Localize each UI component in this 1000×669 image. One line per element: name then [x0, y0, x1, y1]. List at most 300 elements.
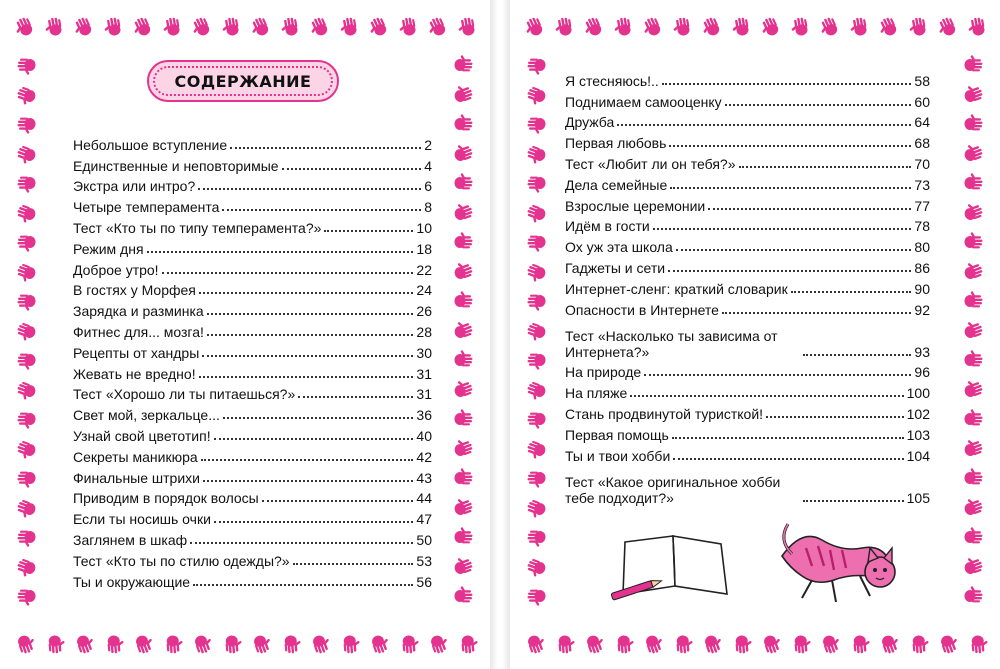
toc-entry-page-number: 68	[914, 135, 930, 152]
hand-print-icon	[962, 290, 984, 312]
hand-print-icon	[965, 14, 990, 39]
book-gutter	[490, 0, 510, 669]
hand-print-icon	[338, 632, 362, 656]
toc-entry-page-number: 96	[914, 364, 930, 381]
hand-print-icon	[698, 630, 726, 658]
toc-entry	[73, 361, 432, 382]
hand-print-icon	[907, 632, 931, 656]
hand-print-icon	[875, 630, 903, 658]
toc-entry	[565, 151, 930, 172]
toc-entry-page-number: 58	[914, 72, 930, 89]
hand-print-icon	[365, 630, 393, 658]
dot-leader	[282, 168, 422, 170]
hand-print-icon	[247, 630, 275, 658]
toc-entry-title: Секреты маникюра	[73, 448, 198, 465]
hand-print-icon	[959, 198, 987, 226]
hand-print-icon	[70, 630, 98, 658]
dot-leader	[202, 355, 413, 357]
hand-print-icon	[523, 552, 551, 580]
toc-entry-title: В гостях у Морфея	[73, 282, 196, 299]
left-page	[0, 0, 490, 669]
hand-print-icon	[452, 585, 474, 607]
toc-entry-title: Поднимаем самооценку	[565, 93, 722, 110]
toc-entry	[73, 236, 432, 257]
toc-entry-title: Тест «Кто ты по типу темперамента?»	[73, 219, 322, 236]
toc-entry-title: Приводим в порядок волосы	[73, 490, 259, 507]
hand-print-icon	[10, 12, 39, 41]
toc-entry	[73, 278, 432, 299]
dot-leader	[207, 334, 414, 336]
toc-entry-page-number: 78	[914, 218, 930, 235]
hand-print-icon	[959, 552, 987, 580]
toc-entry-title: Первая любовь	[565, 135, 667, 152]
hand-print-icon	[526, 408, 548, 430]
toc-entry-title: Тест «Какое оригинальное хобби тебе подходит?»	[565, 473, 781, 506]
hand-print-icon	[16, 467, 38, 489]
toc-entry-title: Узнай свой цветотип!	[73, 427, 211, 444]
hand-print-icon	[962, 113, 984, 135]
contents-heading-banner	[147, 60, 339, 102]
dot-leader	[791, 291, 912, 293]
hand-print-icon	[449, 375, 477, 403]
hand-print-icon	[962, 54, 984, 76]
toc-entry-title: На пляже	[565, 385, 628, 402]
toc-entry-page-number: 22	[416, 261, 432, 278]
toc-entry-title: Заглянем в шкаф	[73, 531, 188, 548]
hand-print-icon	[789, 632, 813, 656]
toc-entry	[565, 318, 930, 360]
hand-print-icon	[959, 375, 987, 403]
hand-print-icon	[523, 198, 551, 226]
toc-entry-page-number: 53	[416, 552, 432, 569]
hand-print-icon	[16, 526, 38, 548]
toc-entry-page-number: 73	[914, 176, 930, 193]
toc-entry-page-number: 80	[914, 239, 930, 256]
hand-print-icon	[449, 493, 477, 521]
toc-entry	[73, 257, 432, 278]
dot-leader	[147, 251, 414, 253]
hand-print-icon	[959, 257, 987, 285]
hand-print-icon	[220, 632, 244, 656]
hand-border-right	[950, 50, 1000, 619]
hand-print-icon	[962, 526, 984, 548]
toc-entry-page-number: 10	[416, 219, 432, 236]
hand-border-top	[0, 0, 490, 50]
toc-entry-page-number: 26	[416, 303, 432, 320]
hand-print-icon	[219, 14, 244, 39]
hand-print-icon	[959, 434, 987, 462]
dot-leader	[670, 187, 911, 189]
dot-leader	[162, 272, 414, 274]
hand-print-icon	[526, 231, 548, 253]
toc-entry-title: Ты и твои хобби	[565, 447, 671, 464]
dot-leader	[324, 230, 413, 232]
toc-entry-page-number: 6	[424, 178, 432, 195]
hand-print-icon	[962, 408, 984, 430]
toc-entry	[73, 298, 432, 319]
hand-print-icon	[526, 467, 548, 489]
hand-print-icon	[13, 316, 41, 344]
hand-print-icon	[959, 139, 987, 167]
toc-entry-title: Ты и окружающие	[73, 573, 191, 590]
dot-leader	[201, 459, 414, 461]
toc-entry	[565, 89, 930, 110]
toc-entry-title: Четыре темперамента	[73, 199, 220, 216]
contents-heading: СОДЕРЖАНИЕ	[174, 71, 312, 91]
toc-entry-title: Режим дня	[73, 240, 144, 257]
toc-entry	[565, 130, 930, 151]
dot-leader	[676, 249, 912, 251]
toc-entry	[73, 527, 432, 548]
toc-entry-page-number: 24	[416, 282, 432, 299]
toc-entry-page-number: 56	[416, 573, 432, 590]
toc-entry	[73, 548, 432, 569]
toc-entry	[73, 486, 432, 507]
dot-leader	[199, 376, 414, 378]
toc-entry-page-number: 42	[416, 448, 432, 465]
dot-leader	[193, 584, 413, 586]
toc-entry-page-number: 2	[424, 136, 432, 153]
hand-print-icon	[580, 630, 608, 658]
toc-entry	[565, 255, 930, 276]
dot-leader	[214, 438, 414, 440]
toc-entry-page-number: 18	[416, 240, 432, 257]
hand-print-icon	[452, 54, 474, 76]
toc-entry	[565, 443, 930, 464]
toc-entry-title: Дела семейные	[565, 176, 668, 193]
dot-leader	[722, 312, 911, 314]
toc-entry-title: Интернет-сленг: краткий словарик	[565, 280, 788, 297]
notebook-illustration	[605, 528, 755, 608]
toc-entry-title: Идём в гости	[565, 218, 650, 235]
hand-print-icon	[16, 113, 38, 135]
toc-entry-page-number: 30	[416, 344, 432, 361]
hand-print-icon	[129, 630, 157, 658]
toc-entry-page-number: 105	[906, 489, 930, 506]
hand-print-icon	[639, 630, 667, 658]
dot-leader	[673, 458, 903, 460]
hand-print-icon	[16, 172, 38, 194]
toc-entry-title: Взрослые церемонии	[565, 197, 706, 214]
dot-leader	[199, 292, 414, 294]
toc-entry-title: Экстра или интро?	[73, 178, 196, 195]
hand-print-icon	[526, 585, 548, 607]
toc-entry	[73, 402, 432, 423]
hand-print-icon	[906, 14, 931, 39]
hand-print-icon	[962, 172, 984, 194]
toc-entry-page-number: 90	[914, 280, 930, 297]
hand-print-icon	[449, 552, 477, 580]
hand-print-icon	[337, 14, 362, 39]
toc-entry-page-number: 92	[914, 301, 930, 318]
toc-entry	[565, 172, 930, 193]
toc-entry	[565, 276, 930, 297]
dot-leader	[662, 83, 912, 85]
dot-leader	[766, 416, 904, 418]
hand-print-icon	[452, 467, 474, 489]
hand-print-icon	[552, 14, 577, 39]
hand-print-icon	[729, 14, 754, 39]
hand-print-icon	[520, 12, 549, 41]
hand-print-icon	[523, 80, 551, 108]
dot-leader	[223, 417, 414, 419]
hand-print-icon	[278, 14, 303, 39]
toc-entry-page-number: 31	[416, 365, 432, 382]
hand-print-icon	[13, 434, 41, 462]
dot-leader	[203, 480, 413, 482]
dot-leader	[803, 354, 911, 356]
dot-leader	[668, 270, 911, 272]
toc-entry-title: Тест «Насколько ты зависима от Интернета?»	[565, 327, 778, 360]
hand-print-icon	[815, 12, 844, 41]
dot-leader	[190, 542, 413, 544]
toc-entry-title: Опасности в Интернете	[565, 301, 719, 318]
toc-entry-page-number: 40	[416, 427, 432, 444]
toc-entry-title: Первая помощь	[565, 426, 669, 443]
hand-print-icon	[670, 14, 695, 39]
hand-print-icon	[847, 14, 872, 39]
dot-leader	[198, 188, 421, 190]
toc-entry-page-number: 100	[906, 385, 930, 402]
hand-print-icon	[959, 493, 987, 521]
hand-print-icon	[962, 349, 984, 371]
hand-print-icon	[523, 434, 551, 462]
hand-print-icon	[449, 257, 477, 285]
hand-print-icon	[449, 434, 477, 462]
hand-print-icon	[449, 139, 477, 167]
toc-entry-title: Единственные и неповторимые	[73, 157, 279, 174]
dot-leader	[644, 374, 911, 376]
hand-print-icon	[523, 493, 551, 521]
dot-leader	[669, 145, 911, 147]
hand-print-icon	[160, 14, 185, 39]
hand-print-icon	[449, 198, 477, 226]
hand-print-icon	[424, 630, 452, 658]
dot-leader	[262, 500, 414, 502]
hand-print-icon	[69, 12, 98, 41]
toc-entry	[73, 319, 432, 340]
toc-entry-title: Стань продвинутой туристкой!	[565, 405, 764, 422]
hand-print-icon	[816, 630, 844, 658]
hand-print-icon	[188, 630, 216, 658]
toc-entry	[565, 464, 930, 506]
hand-print-icon	[452, 408, 474, 430]
toc-entry	[565, 380, 930, 401]
hand-print-icon	[161, 632, 185, 656]
toc-entry	[73, 465, 432, 486]
toc-entry	[73, 194, 432, 215]
toc-entry	[73, 153, 432, 174]
toc-entry	[73, 340, 432, 361]
dot-leader	[617, 124, 911, 126]
toc-entry-title: Жевать не вредно!	[73, 365, 196, 382]
hand-print-icon	[638, 12, 667, 41]
toc-entry	[565, 68, 930, 89]
hand-print-icon	[523, 139, 551, 167]
toc-entry-page-number: 8	[424, 199, 432, 216]
toc-entry-page-number: 64	[914, 114, 930, 131]
hand-print-icon	[452, 290, 474, 312]
toc-entry-page-number: 47	[416, 511, 432, 528]
hand-print-icon	[523, 316, 551, 344]
toc-entry	[73, 506, 432, 527]
toc-entry-page-number: 60	[914, 93, 930, 110]
dot-leader	[672, 437, 904, 439]
hand-print-icon	[962, 231, 984, 253]
toc-entry-page-number: 93	[914, 343, 930, 360]
hand-print-icon	[521, 630, 549, 658]
hand-print-icon	[452, 113, 474, 135]
toc-entry-page-number: 86	[914, 259, 930, 276]
dot-leader	[739, 166, 912, 168]
hand-border-top	[510, 0, 1000, 50]
hand-border-left	[0, 50, 50, 619]
hand-print-icon	[13, 552, 41, 580]
hand-print-icon	[874, 12, 903, 41]
dot-leader	[725, 104, 912, 106]
hand-print-icon	[396, 14, 421, 39]
hand-print-icon	[13, 139, 41, 167]
hand-print-icon	[16, 231, 38, 253]
toc-entry	[565, 234, 930, 255]
hand-print-icon	[11, 630, 39, 658]
hand-print-icon	[962, 585, 984, 607]
hand-print-icon	[449, 80, 477, 108]
toc-entry-page-number: 104	[906, 447, 930, 464]
hand-print-icon	[612, 632, 636, 656]
hand-print-icon	[397, 632, 421, 656]
hand-print-icon	[934, 630, 962, 658]
dot-leader	[298, 396, 413, 398]
hand-border-left	[510, 50, 560, 619]
toc-entry-title: Дружба	[565, 114, 615, 131]
hand-print-icon	[43, 632, 67, 656]
toc-entry	[565, 214, 930, 235]
right-page	[510, 0, 1000, 669]
toc-entry-title: Если ты носишь очки	[73, 511, 211, 528]
dot-leader	[708, 208, 911, 210]
toc-entry-page-number: 4	[424, 157, 432, 174]
dot-leader	[803, 500, 904, 502]
toc-entry-title: На природе	[565, 364, 642, 381]
hand-print-icon	[16, 408, 38, 430]
hand-print-icon	[756, 12, 785, 41]
toc-entry	[565, 297, 930, 318]
hand-print-icon	[16, 349, 38, 371]
hand-print-icon	[526, 526, 548, 548]
hand-print-icon	[16, 585, 38, 607]
hand-print-icon	[455, 14, 480, 39]
toc-entry-page-number: 77	[914, 197, 930, 214]
toc-entry	[565, 110, 930, 131]
hand-print-icon	[456, 632, 480, 656]
hand-print-icon	[788, 14, 813, 39]
hand-print-icon	[246, 12, 275, 41]
hand-print-icon	[279, 632, 303, 656]
toc-entry	[73, 174, 432, 195]
dot-leader	[230, 147, 421, 149]
toc-entry	[565, 360, 930, 381]
dot-leader	[293, 563, 414, 565]
toc-entry-title: Свет мой, зеркальце...	[73, 407, 220, 424]
hand-print-icon	[526, 113, 548, 135]
hand-print-icon	[697, 12, 726, 41]
hand-print-icon	[959, 80, 987, 108]
hand-print-icon	[13, 198, 41, 226]
hand-border-bottom	[0, 619, 490, 669]
toc-entry-page-number: 36	[416, 407, 432, 424]
dot-leader	[653, 228, 912, 230]
toc-entry-page-number: 70	[914, 155, 930, 172]
hand-print-icon	[611, 14, 636, 39]
hand-print-icon	[16, 54, 38, 76]
hand-print-icon	[526, 349, 548, 371]
hand-print-icon	[13, 375, 41, 403]
toc-entry	[73, 423, 432, 444]
toc-entry	[73, 569, 432, 590]
hand-print-icon	[42, 14, 67, 39]
hand-print-icon	[526, 172, 548, 194]
hand-print-icon	[452, 231, 474, 253]
toc-entry-title: Тест «Любит ли он тебя?»	[565, 155, 736, 172]
toc-entry-title: Фитнес для... мозга!	[73, 323, 204, 340]
toc-entry-title: Ох уж эта школа	[565, 239, 673, 256]
toc-entry-page-number: 28	[416, 323, 432, 340]
hand-print-icon	[730, 632, 754, 656]
hand-print-icon	[101, 14, 126, 39]
toc-entry-page-number: 43	[416, 469, 432, 486]
hand-print-icon	[452, 349, 474, 371]
toc-entry-page-number: 44	[416, 490, 432, 507]
hand-print-icon	[187, 12, 216, 41]
toc-entry-title: Небольшое вступление	[73, 136, 228, 153]
dot-leader	[222, 209, 421, 211]
toc-entry-title: Зарядка и разминка	[73, 303, 204, 320]
hand-print-icon	[305, 12, 334, 41]
hand-print-icon	[526, 54, 548, 76]
hand-print-icon	[959, 316, 987, 344]
hand-print-icon	[102, 632, 126, 656]
toc-entry	[73, 444, 432, 465]
hand-border-bottom	[510, 619, 1000, 669]
dot-leader	[214, 521, 414, 523]
toc-entry-title: Я стесняюсь!..	[565, 72, 659, 89]
toc-list-right	[565, 68, 930, 506]
hand-print-icon	[13, 257, 41, 285]
hand-print-icon	[128, 12, 157, 41]
toc-entry	[565, 401, 930, 422]
cat-illustration	[772, 518, 912, 608]
hand-print-icon	[423, 12, 452, 41]
toc-entry-page-number: 50	[416, 531, 432, 548]
hand-print-icon	[553, 632, 577, 656]
hand-print-icon	[966, 632, 990, 656]
toc-list-left	[73, 132, 432, 590]
hand-print-icon	[16, 290, 38, 312]
hand-border-right	[440, 50, 490, 619]
toc-entry-page-number: 103	[906, 426, 930, 443]
hand-print-icon	[13, 493, 41, 521]
toc-entry-title: Тест «Хорошо ли ты питаешься?»	[73, 386, 296, 403]
hand-print-icon	[526, 290, 548, 312]
hand-print-icon	[848, 632, 872, 656]
toc-entry	[73, 132, 432, 153]
hand-print-icon	[452, 172, 474, 194]
toc-entry-title: Доброе утро!	[73, 261, 159, 278]
toc-entry-title: Финальные штрихи	[73, 469, 200, 486]
hand-print-icon	[757, 630, 785, 658]
dot-leader	[207, 313, 414, 315]
